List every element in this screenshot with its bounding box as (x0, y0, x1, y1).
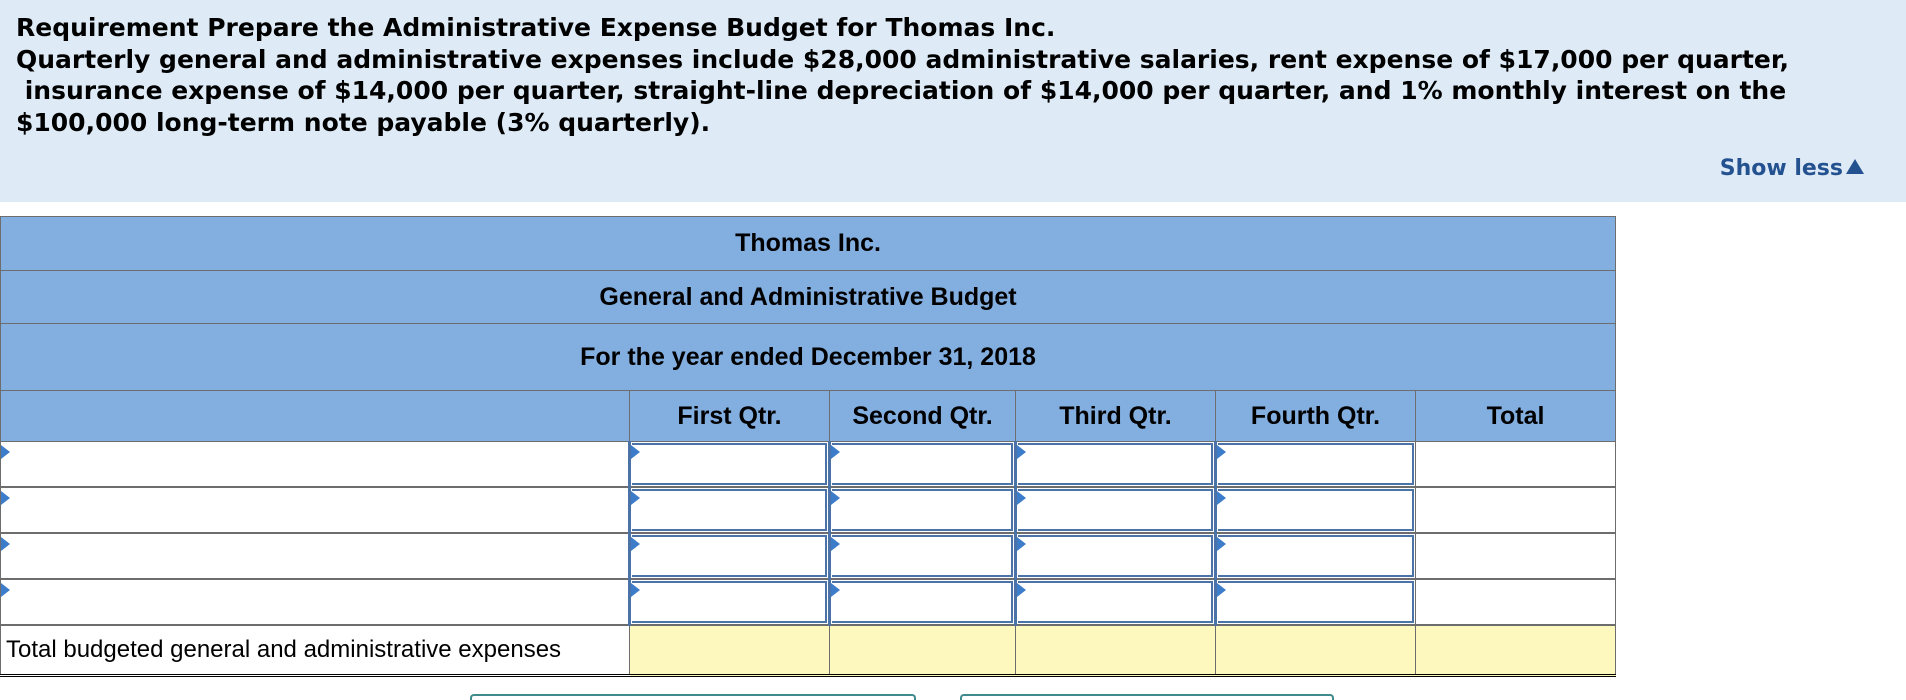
row-total-cell (1416, 487, 1616, 533)
requirement-text (16, 12, 1896, 138)
budget-title: General and Administrative Budget (1, 271, 1616, 324)
button-top-edge[interactable] (470, 694, 916, 700)
triangle-right-icon (1217, 583, 1226, 597)
triangle-right-icon (1217, 537, 1226, 551)
triangle-right-icon (831, 537, 840, 551)
fourth-qtr-input[interactable] (1216, 442, 1416, 488)
column-header-total: Total (1416, 391, 1616, 442)
row-total-cell (1416, 442, 1616, 488)
requirement-panel (0, 0, 1906, 202)
second-qtr-input[interactable] (830, 487, 1016, 533)
total-row (1, 625, 1616, 676)
triangle-right-icon (1, 583, 10, 597)
third-qtr-input[interactable] (1016, 442, 1216, 488)
column-header-fourth-qtr: Fourth Qtr. (1216, 391, 1416, 442)
triangle-right-icon (1017, 445, 1026, 459)
triangle-right-icon (1217, 445, 1226, 459)
first-qtr-input[interactable] (630, 533, 830, 579)
row-label-dropdown[interactable] (1, 442, 630, 488)
second-qtr-input[interactable] (830, 579, 1016, 625)
triangle-right-icon (631, 537, 640, 551)
triangle-right-icon (631, 491, 640, 505)
triangle-right-icon (831, 583, 840, 597)
third-qtr-input[interactable] (1016, 487, 1216, 533)
triangle-right-icon (631, 445, 640, 459)
button-top-edge[interactable] (960, 694, 1334, 700)
second-qtr-input[interactable] (830, 533, 1016, 579)
triangle-right-icon (1017, 491, 1026, 505)
triangle-right-icon (1017, 583, 1026, 597)
third-qtr-input[interactable] (1016, 533, 1216, 579)
triangle-right-icon (1, 491, 10, 505)
table-row (1, 533, 1616, 579)
second-qtr-input[interactable] (830, 442, 1016, 488)
requirement-line-2: Quarterly general and administrative expenses include $28,000 administrative salaries, rent expense of $17,000 per quarter, (16, 44, 1790, 74)
show-less-label: Show less (1719, 156, 1843, 181)
fourth-qtr-input[interactable] (1216, 487, 1416, 533)
requirement-line-4: $100,000 long-term note payable (3% quarterly). (16, 107, 711, 137)
budget-table (0, 216, 1616, 677)
triangle-right-icon (1217, 491, 1226, 505)
budget-period: For the year ended December 31, 2018 (1, 324, 1616, 391)
requirement-line-1: Requirement Prepare the Administrative Expense Budget for Thomas Inc. (16, 13, 1056, 42)
table-row (1, 579, 1616, 625)
first-qtr-input[interactable] (630, 442, 830, 488)
row-label-dropdown[interactable] (1, 579, 630, 625)
requirement-line-3: insurance expense of $14,000 per quarter, straight-line depreciation of $14,000 per quarter, and 1% monthly interest on the (16, 76, 1787, 105)
column-header-second-qtr: Second Qtr. (830, 391, 1016, 442)
third-qtr-input[interactable] (1016, 579, 1216, 625)
table-row (1, 442, 1616, 488)
fourth-qtr-input[interactable] (1216, 533, 1416, 579)
total-row-label: Total budgeted general and administrative expenses (1, 625, 630, 676)
label-column-header (1, 391, 630, 442)
table-row (1, 487, 1616, 533)
triangle-right-icon (631, 583, 640, 597)
triangle-right-icon (831, 491, 840, 505)
first-qtr-input[interactable] (630, 487, 830, 533)
triangle-right-icon (1, 445, 10, 459)
show-less-link[interactable] (1720, 156, 1864, 181)
first-qtr-input[interactable] (630, 579, 830, 625)
total-second-qtr (830, 625, 1016, 676)
triangle-right-icon (831, 445, 840, 459)
column-header-third-qtr: Third Qtr. (1016, 391, 1216, 442)
triangle-up-icon (1846, 159, 1864, 174)
triangle-right-icon (1, 537, 10, 551)
row-total-cell (1416, 579, 1616, 625)
row-label-dropdown[interactable] (1, 533, 630, 579)
total-first-qtr (630, 625, 830, 676)
fourth-qtr-input[interactable] (1216, 579, 1416, 625)
company-name: Thomas Inc. (1, 217, 1616, 271)
total-fourth-qtr (1216, 625, 1416, 676)
total-grand-total (1416, 625, 1616, 676)
row-label-dropdown[interactable] (1, 487, 630, 533)
row-total-cell (1416, 533, 1616, 579)
column-header-first-qtr: First Qtr. (630, 391, 830, 442)
triangle-right-icon (1017, 537, 1026, 551)
total-third-qtr (1016, 625, 1216, 676)
